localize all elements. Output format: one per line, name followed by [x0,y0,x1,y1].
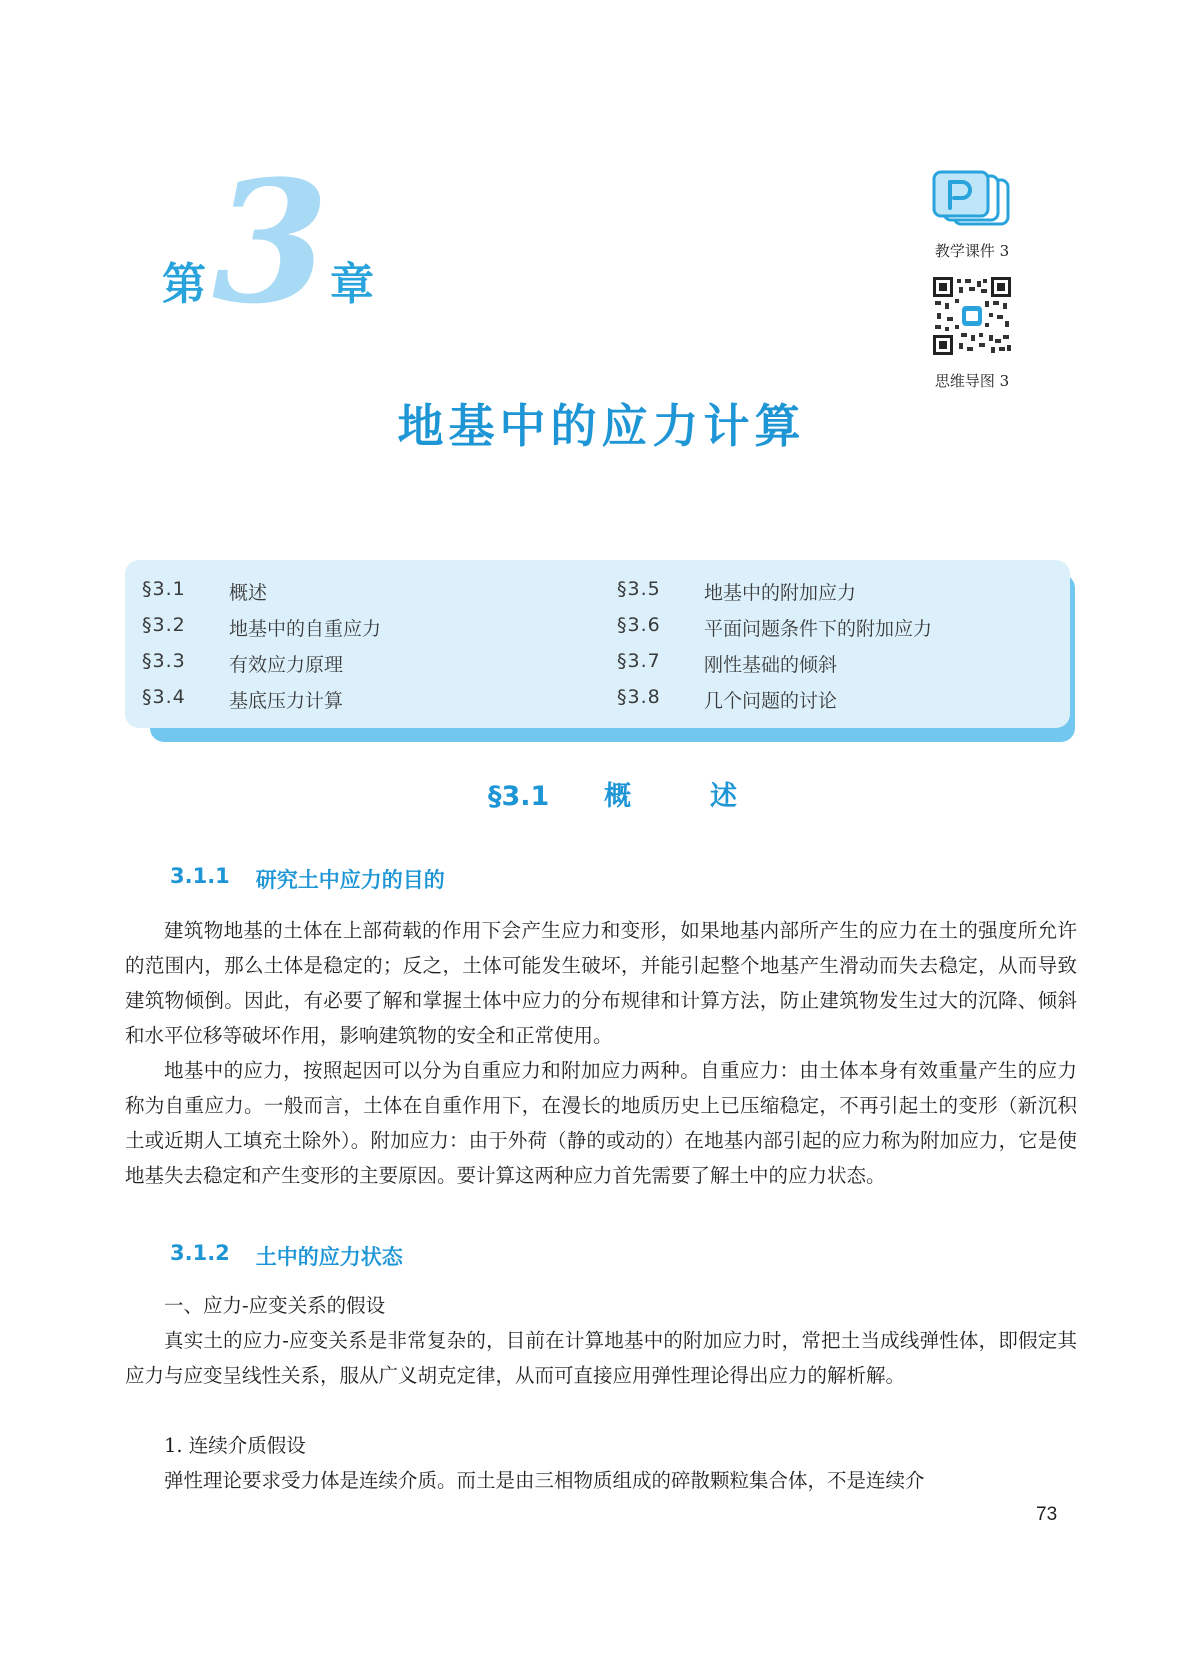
toc-left-column [142,578,381,722]
chapter-prefix: 第 [162,259,208,310]
toc-box [125,560,1070,728]
section-title-b: 述 [709,781,737,812]
toc-item-3-8[interactable]: §3.8 几个问题的讨论 [617,686,838,712]
section-number: §3.1 [488,781,550,812]
heading-assumption: 一、应力-应变关系的假设 [164,1294,386,1317]
item-continuum-assumption: 1. 连续介质假设 [164,1434,306,1457]
toc-item-3-4[interactable]: §3.4 基底压力计算 [142,686,344,712]
subsection-title: 研究土中应力的目的 [255,868,445,892]
subsection-title: 土中的应力状态 [255,1245,403,1269]
toc-item-3-1[interactable]: §3.1 概述 [142,578,268,604]
toc-item-3-2[interactable]: §3.2 地基中的自重应力 [142,614,382,640]
qr-code-icon[interactable] [933,277,1011,355]
chapter-suffix: 章 [330,259,376,310]
subsection-number: 3.1.2 [170,1241,230,1265]
page-number: 73 [1036,1504,1058,1525]
subsection-heading-3-1-2 [170,1241,403,1271]
toc-item-3-3[interactable]: §3.3 有效应力原理 [142,650,344,676]
subsection-heading-3-1-1 [170,864,445,894]
mindmap-label[interactable]: 思维导图 3 [934,372,1010,390]
toc-item-3-5[interactable]: §3.5 地基中的附加应力 [617,578,857,604]
paragraph-stress-strain: 真实土的应力-应变关系是非常复杂的，目前在计算地基中的附加应力时，常把土当成线弹性体，即假定其应力与应变呈线性关系，服从广义胡克定律，从而可直接应用弹性理论得出应力的解析解。 [125,1329,1077,1387]
section-title [488,774,737,813]
paragraph-continuum: 弹性理论要求受力体是连续介质。而土是由三相物质组成的碎散颗粒集合体，不是连续介 [164,1469,925,1492]
toc-right-column [617,578,932,722]
subsection-number: 3.1.1 [170,864,230,888]
section-title-a: 概 [604,781,632,812]
courseware-label[interactable]: 教学课件 3 [934,242,1010,260]
toc-item-3-6[interactable]: §3.6 平面问题条件下的附加应力 [617,614,933,640]
paragraph-purpose-2: 地基中的应力，按照起因可以分为自重应力和附加应力两种。自重应力：由土体本身有效重量产生的应力称为自重应力。一般而言，土体在自重作用下，在漫长的地质历史上已压缩稳定，不再引起土的变形（新沉积土或近期人工填充土除外）。附加应力：由于外荷（静的或动的）在地基内部引起的应力称为附加应力，它是使地基失去稳定和产生变形的主要原因。要计算这两种应力首先需要了解土中的应力状态。 [125,1059,1077,1187]
paragraph-purpose-1: 建筑物地基的土体在上部荷载的作用下会产生应力和变形，如果地基内部所产生的应力在土的强度所允许的范围内，那么土体是稳定的；反之，土体可能发生破坏，并能引起整个地基产生滑动而失去稳定，从而导致建筑物倾倒。因此，有必要了解和掌握土体中应力的分布规律和计算方法，防止建筑物发生过大的沉降、倾斜和水平位移等破坏作用，影响建筑物的安全和正常使用。 [125,919,1077,1047]
chapter-number: 3 [212,143,329,341]
chapter-title: 地基中的应力计算 [397,399,806,453]
toc-item-3-7[interactable]: §3.7 刚性基础的倾斜 [617,650,838,676]
courseware-icon[interactable] [932,170,1012,230]
